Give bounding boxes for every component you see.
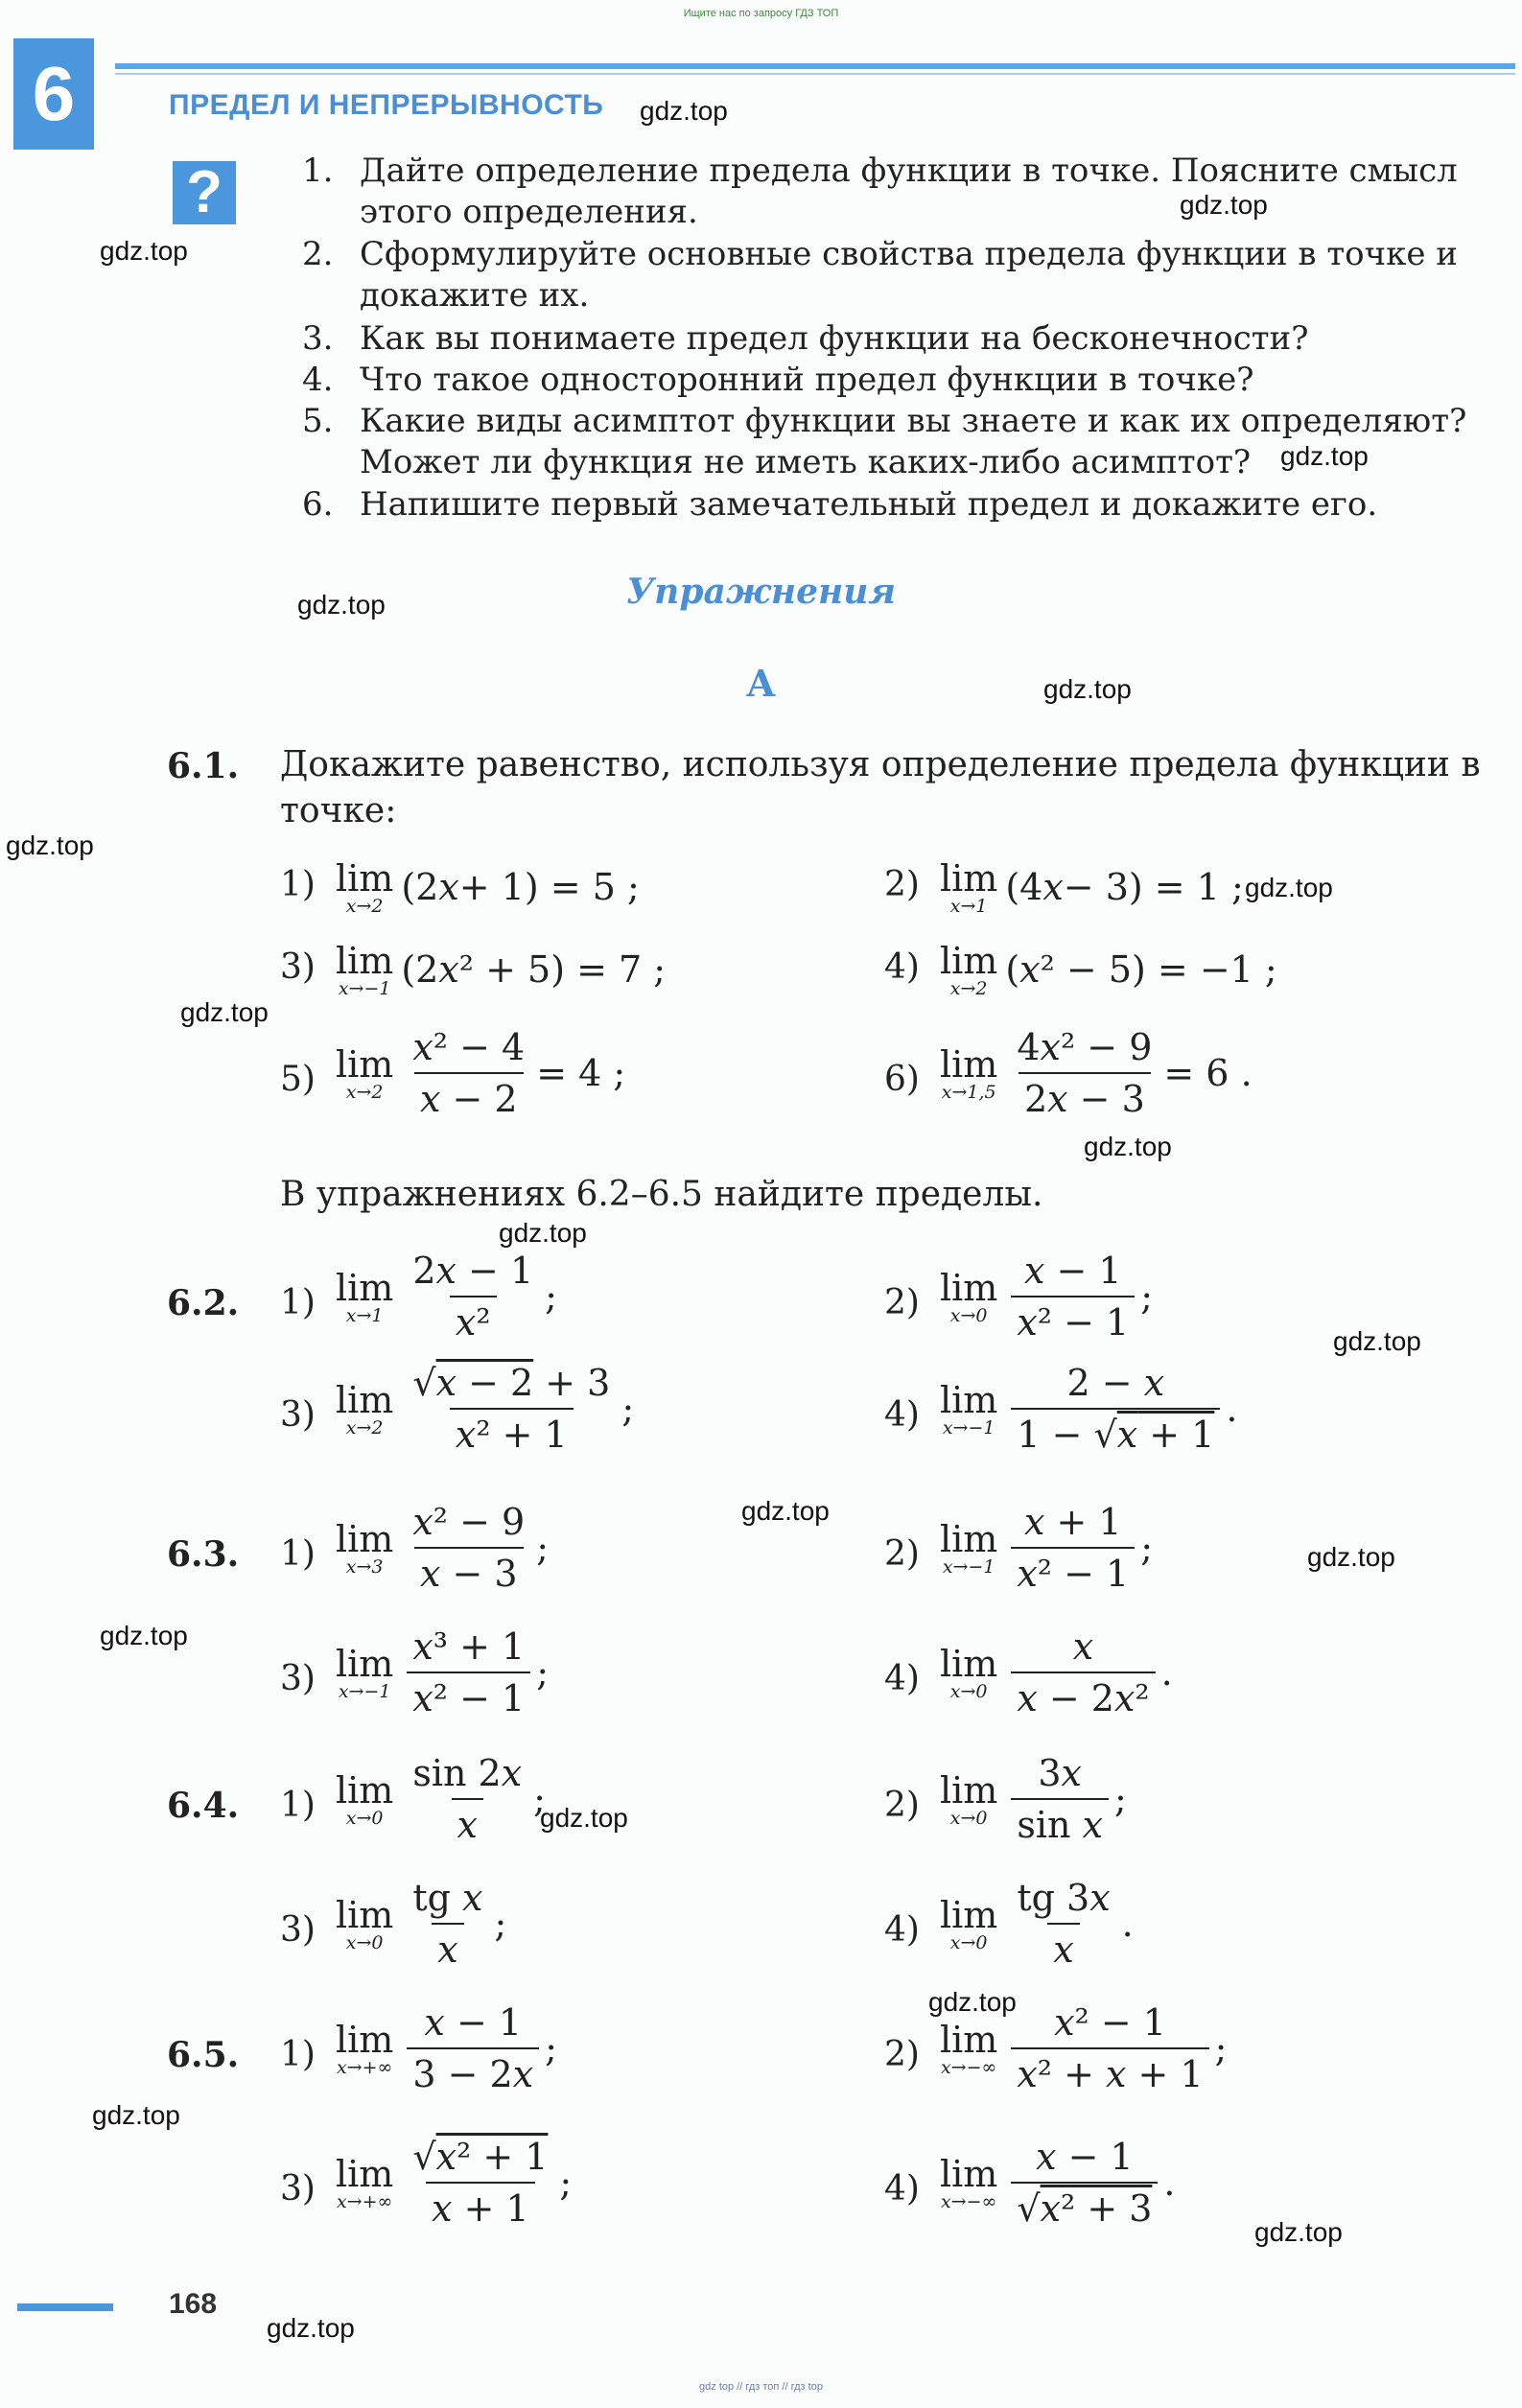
item-label: 2) xyxy=(884,1534,920,1574)
formula: lim x→+∞ $\frac{\text{√x² + 1}}{x + 1}$ ; xyxy=(336,2136,573,2230)
chapter-title: ПРЕДЕЛ И НЕПРЕРЫВНОСТЬ xyxy=(169,89,604,121)
item-label: 3) xyxy=(280,1395,316,1435)
formula: lim x→0 $\frac{\text{tg x}}{x}$ ; xyxy=(336,1877,507,1971)
watermark: gdz.top xyxy=(741,1496,830,1526)
item-label: 2) xyxy=(884,1283,920,1322)
exercise-number: 6.1. xyxy=(167,746,240,786)
question-number: 2. xyxy=(302,235,334,273)
item-label: 4) xyxy=(884,947,920,987)
item-label: 2) xyxy=(884,1786,920,1825)
formula: lim x→0 $\frac{3x}{\text{sin x}}$ ; xyxy=(940,1752,1127,1846)
section-level: А xyxy=(746,662,776,705)
item-label: 1) xyxy=(280,1283,316,1322)
question-number: 6. xyxy=(302,485,334,524)
exercise-number: 6.2. xyxy=(167,1283,240,1323)
item-label: 4) xyxy=(884,1395,920,1435)
watermark: gdz.top xyxy=(1043,674,1132,704)
watermark: gdz.top xyxy=(1280,441,1369,471)
watermark: gdz.top xyxy=(640,96,728,126)
question-mark-icon: ? xyxy=(173,161,236,224)
exercise-text: Докажите равенство, используя определение предела функции в точке: xyxy=(280,745,1481,830)
item-label: 6) xyxy=(884,1060,920,1099)
page-number: 168 xyxy=(169,2288,218,2320)
formula: lim x→−1 $\frac{2 - x}{1 - √x + 1}$ . xyxy=(940,1362,1238,1456)
item-label: 1) xyxy=(280,1786,316,1825)
item-label: 1) xyxy=(280,865,316,904)
question-number: 3. xyxy=(302,319,334,358)
chapter-number: 6 xyxy=(32,51,76,136)
formula: lim x→−∞ $\frac{x - 1}{\text{√x² + 3}}$ . xyxy=(940,2136,1176,2230)
formula: lim x→0 $\frac{x}{\text{x − 2x²}}$ . xyxy=(940,1625,1173,1719)
page-bar xyxy=(17,2303,113,2311)
watermark: gdz.top xyxy=(540,1803,628,1833)
item-label: 3) xyxy=(280,2169,316,2209)
formula: lim x→−1 (2 x ² + 5) = 7 ; xyxy=(336,940,667,999)
watermark: gdz.top xyxy=(1245,873,1333,902)
bottom-note: gdz top // гдз топ // гдз top xyxy=(699,2381,823,2393)
formula: lim x→−∞ $\frac{\text{x² − 1}}{\text{x² + x + 1}}$ ; xyxy=(940,2001,1228,2095)
watermark: gdz.top xyxy=(1084,1132,1172,1161)
item-label: 3) xyxy=(280,1910,316,1950)
formula: lim x→1,5 $\frac{\text{4x² − 9}}{2x - 3}$ = 6 . xyxy=(940,1026,1253,1120)
formula: lim x→0 $\frac{tg 3x}{x}$ . xyxy=(940,1877,1134,1971)
item-label: 3) xyxy=(280,1659,316,1698)
question-number: 4. xyxy=(302,361,334,399)
formula: lim x→1 $\frac{2x - 1}{\text{x²}}$ ; xyxy=(336,1250,557,1344)
item-label: 1) xyxy=(280,2035,316,2074)
watermark: gdz.top xyxy=(928,1987,1017,2017)
item-label: 2) xyxy=(884,865,920,904)
watermark: gdz.top xyxy=(1180,190,1268,220)
watermark: gdz.top xyxy=(267,2313,355,2343)
formula: lim x→−1 $\frac{x + 1}{\text{x² − 1}}$ ; xyxy=(940,1501,1154,1595)
watermark: gdz.top xyxy=(297,590,386,620)
watermark: gdz.top xyxy=(1254,2217,1343,2247)
question-text: Напишите первый замечательный предел и докажите его. xyxy=(360,485,1378,524)
exercise-number: 6.3. xyxy=(167,1534,240,1575)
watermark: gdz.top xyxy=(180,997,269,1027)
formula: lim x→0 $\frac{\sin 2x}{x}$ ; xyxy=(336,1752,546,1846)
exercise-number: 6.5. xyxy=(167,2035,240,2075)
header-rule-thin xyxy=(115,73,1515,75)
header-rule xyxy=(115,63,1515,69)
formula: lim x→2 (2 x + 1) = 5 ; xyxy=(336,857,640,917)
watermark: gdz.top xyxy=(6,830,94,860)
question-number: 5. xyxy=(302,402,334,440)
formula: lim x→2 $\frac{\text{x² − 4}}{x - 2}$ = 4 ; xyxy=(336,1026,626,1120)
watermark: gdz.top xyxy=(92,2100,180,2130)
item-label: 3) xyxy=(280,947,316,987)
item-label: 5) xyxy=(280,1060,316,1099)
question-text: Сформулируйте основные свойства предела функции в точке и докажите их. xyxy=(360,235,1458,315)
question-text: Какие виды асимптот функции вы знаете и как их определяют? Может ли функция не иметь каких-либо асимптот? xyxy=(360,402,1467,481)
question-text: Что такое односторонний предел функции в точке? xyxy=(360,361,1254,399)
question-text: Как вы понимаете предел функции на бесконечности? xyxy=(360,319,1309,358)
instruction-text: В упражнениях 6.2–6.5 найдите пределы. xyxy=(280,1175,1043,1214)
item-label: 1) xyxy=(280,1534,316,1574)
watermark: gdz.top xyxy=(100,236,188,266)
item-label: 4) xyxy=(884,2169,920,2209)
section-title: Упражнения xyxy=(625,572,897,612)
formula: lim x→1 (4 x − 3) = 1 ; xyxy=(940,857,1244,917)
formula: lim x→2 ( x ² − 5) = −1 ; xyxy=(940,940,1277,999)
watermark: gdz.top xyxy=(1333,1326,1421,1356)
formula: lim x→2 $\frac{√x - 2 + 3}{\text{x² + 1}}$ ; xyxy=(336,1362,635,1456)
item-label: 2) xyxy=(884,2035,920,2074)
item-label: 4) xyxy=(884,1910,920,1950)
question-text: Дайте определение предела функции в точке. Поясните смысл этого определения. xyxy=(360,152,1458,231)
exercise-number: 6.4. xyxy=(167,1786,240,1826)
question-number: 1. xyxy=(302,152,334,190)
formula: lim x→−1 $\frac{\text{x³ + 1}}{\text{x² − 1}}$ ; xyxy=(336,1625,550,1719)
formula: lim x→3 $\frac{\text{x² − 9}}{x - 3}$ ; xyxy=(336,1501,550,1595)
watermark: gdz.top xyxy=(499,1218,587,1248)
formula: lim x→0 $\frac{x - 1}{\text{x² − 1}}$ ; xyxy=(940,1250,1154,1344)
formula: lim x→+∞ $\frac{x - 1}{3 - 2x}$ ; xyxy=(336,2001,557,2095)
item-label: 4) xyxy=(884,1659,920,1698)
watermark: gdz.top xyxy=(100,1621,188,1650)
top-note: Ищите нас по запросу ГДЗ ТОП xyxy=(683,8,839,19)
watermark: gdz.top xyxy=(1307,1542,1395,1572)
